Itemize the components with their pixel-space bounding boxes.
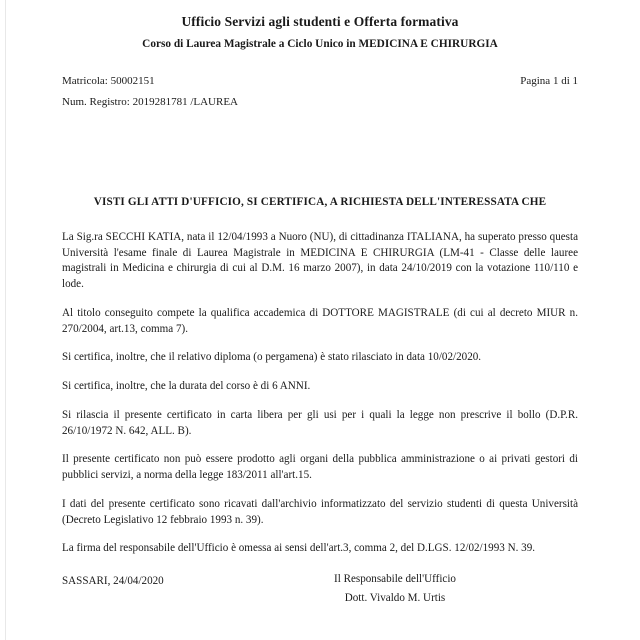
paragraph-academic-qualification: Al titolo conseguito compete la qualifica accademica di DOTTORE MAGISTRALE (di cui al decreto MIUR n. 270/2004, art.13, comma 7). xyxy=(62,306,578,335)
certification-heading: VISTI GLI ATTI D'UFFICIO, SI CERTIFICA, A RICHIESTA DELL'INTERESSATA CHE xyxy=(93,195,547,208)
signature-role: Il Responsabile dell'Ufficio xyxy=(334,573,456,585)
document-content xyxy=(62,0,578,590)
signature-block xyxy=(62,570,578,609)
place-and-date: SASSARI, 24/04/2020 xyxy=(62,575,164,588)
document-header xyxy=(62,0,578,51)
page-edge-rule xyxy=(5,0,6,640)
paragraph-stamp-duty-exemption: Si rilascia il presente certificato in carta libera per gli usi per i quali la legge non prescrive il bollo (D.P.R. 26/10/1972 N. 642, ALL. B). xyxy=(62,408,578,437)
paragraph-diploma-issue-date: Si certifica, inoltre, che il relativo diploma (o pergamena) è stato rilasciato in data 10/02/2020. xyxy=(62,351,482,364)
matricola-value: Matricola: 50002151 xyxy=(62,74,155,87)
meta-row-matricola xyxy=(62,71,578,92)
paragraph-signature-omission: La firma del responsabile dell'Ufficio è omessa ai sensi dell'art.3, comma 2, del D.LGS. 12/02/1993 N. 39. xyxy=(62,542,536,555)
course-title: Corso di Laurea Magistrale a Ciclo Unico in MEDICINA E CHIRURGIA xyxy=(142,37,498,50)
signature-name: Dott. Vivaldo M. Urtis xyxy=(344,592,446,605)
registro-value: Num. Registro: 2019281781 /LAUREA xyxy=(62,96,238,109)
meta-row-registro xyxy=(62,92,578,113)
paragraph-course-duration: Si certifica, inoltre, che la durata del corso è di 6 ANNI. xyxy=(62,380,311,393)
document-meta xyxy=(62,71,578,114)
body-paragraphs xyxy=(62,230,578,557)
paragraph-public-administration-restriction: Il presente certificato non può essere prodotto agli organi della pubblica amministrazione o ai privati gestori di pubblici servizi, a norma della legge 183/2011 all'art.15. xyxy=(62,453,578,482)
page-indicator: Pagina 1 di 1 xyxy=(520,74,578,87)
paragraph-degree-details: La Sig.ra SECCHI KATIA, nata il 12/04/1993 a Nuoro (NU), di cittadinanza ITALIANA, ha superato presso questa Università l'esame finale di Laurea Magistrale in MEDICINA E CHIRURGIA (LM-41 - Classe delle lauree magistrali in Medicina e chirurgia di cui al D.M. 16 marzo 2007), in data 24/10/2019 con la votazione 110/110 e lode. xyxy=(62,230,578,291)
office-title: Ufficio Servizi agli studenti e Offerta formativa xyxy=(181,14,459,29)
paragraph-data-source: I dati del presente certificato sono ricavati dall'archivio informatizzato del servizio studenti di questa Università (Decreto Legislativo 12 febbraio 1993 n. 39). xyxy=(62,497,578,526)
